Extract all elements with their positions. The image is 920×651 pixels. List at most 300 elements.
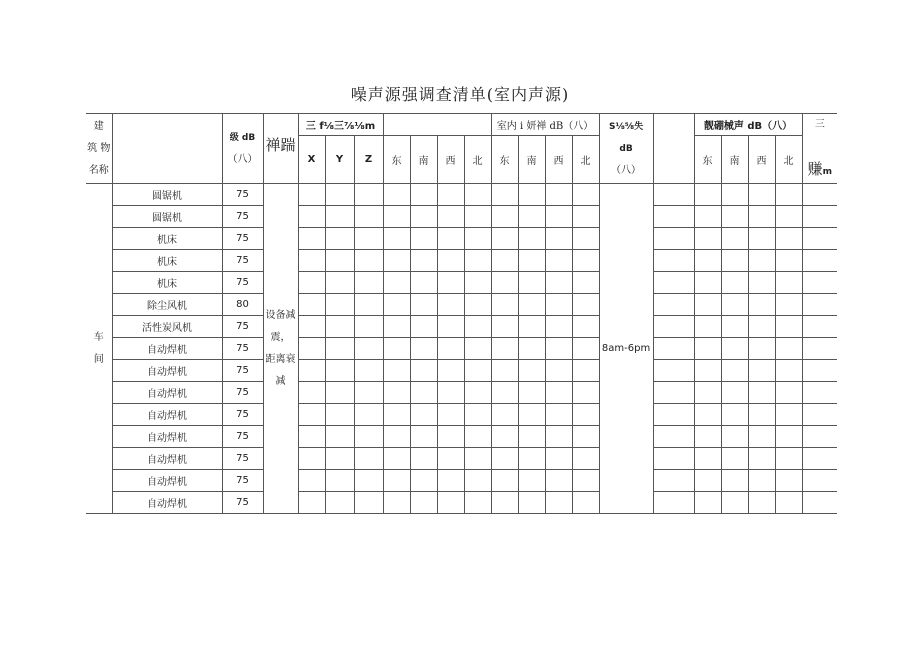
empty-cell: [545, 360, 572, 382]
empty-cell: [518, 206, 545, 228]
empty-cell: [464, 316, 491, 338]
empty-cell: [410, 492, 437, 514]
empty-cell: [298, 338, 325, 360]
page-title: 噪声源强调查清单(室内声源): [350, 85, 570, 104]
empty-cell: [437, 184, 464, 206]
empty-cell: [325, 206, 354, 228]
header-south-1: 南: [410, 136, 437, 184]
empty-cell: [775, 228, 802, 250]
empty-cell: [775, 448, 802, 470]
source-level: 75: [222, 382, 263, 404]
header-runtime: S⅛⅝失 dB （八）: [599, 114, 653, 184]
empty-cell: [464, 492, 491, 514]
table-row: [86, 272, 837, 294]
header-y: Y: [325, 136, 354, 184]
empty-cell: [298, 272, 325, 294]
empty-cell: [802, 316, 837, 338]
empty-cell: [572, 382, 599, 404]
empty-cell: [775, 206, 802, 228]
table-row: [86, 228, 837, 250]
source-name: 除尘风机: [112, 294, 222, 316]
empty-cell: [802, 206, 837, 228]
empty-cell: [694, 338, 721, 360]
source-level: 80: [222, 294, 263, 316]
source-level: 75: [222, 492, 263, 514]
empty-cell: [545, 492, 572, 514]
empty-cell: [410, 272, 437, 294]
empty-cell: [437, 404, 464, 426]
empty-cell: [298, 250, 325, 272]
table-row: [86, 184, 837, 206]
source-name: 活性炭风机: [112, 316, 222, 338]
table-row: [86, 316, 837, 338]
empty-cell: [653, 228, 694, 250]
empty-cell: [491, 206, 518, 228]
empty-cell: [694, 294, 721, 316]
empty-cell: [545, 184, 572, 206]
empty-cell: [491, 272, 518, 294]
empty-cell: [653, 294, 694, 316]
header-measures: 禅踹: [263, 114, 298, 184]
empty-cell: [802, 184, 837, 206]
empty-cell: [464, 426, 491, 448]
empty-cell: [354, 448, 383, 470]
empty-cell: [298, 294, 325, 316]
empty-cell: [802, 404, 837, 426]
empty-cell: [410, 294, 437, 316]
source-name: 自动焊机: [112, 338, 222, 360]
empty-cell: [721, 272, 748, 294]
empty-cell: [354, 250, 383, 272]
empty-cell: [325, 470, 354, 492]
empty-cell: [298, 492, 325, 514]
empty-cell: [748, 228, 775, 250]
empty-cell: [464, 250, 491, 272]
empty-cell: [721, 184, 748, 206]
empty-cell: [545, 316, 572, 338]
empty-cell: [518, 492, 545, 514]
empty-cell: [518, 382, 545, 404]
empty-cell: [518, 228, 545, 250]
empty-cell: [802, 492, 837, 514]
source-name: 机床: [112, 272, 222, 294]
source-level: 75: [222, 316, 263, 338]
empty-cell: [437, 316, 464, 338]
empty-cell: [545, 228, 572, 250]
empty-cell: [775, 404, 802, 426]
empty-cell: [653, 272, 694, 294]
empty-cell: [410, 206, 437, 228]
empty-cell: [694, 272, 721, 294]
empty-cell: [775, 184, 802, 206]
empty-cell: [464, 294, 491, 316]
empty-cell: [653, 404, 694, 426]
empty-cell: [802, 228, 837, 250]
empty-cell: [354, 492, 383, 514]
empty-cell: [437, 272, 464, 294]
empty-cell: [518, 360, 545, 382]
empty-cell: [325, 404, 354, 426]
empty-cell: [572, 316, 599, 338]
empty-cell: [491, 404, 518, 426]
empty-cell: [383, 470, 410, 492]
header-coords-group: 三 f⅛三⅞⅛m: [298, 114, 383, 136]
source-name: 机床: [112, 228, 222, 250]
header-outdoor-group: 靓硼械声 dB（八）: [694, 114, 802, 136]
empty-cell: [464, 360, 491, 382]
empty-cell: [653, 338, 694, 360]
empty-cell: [298, 448, 325, 470]
header-east-1: 东: [383, 136, 410, 184]
empty-cell: [491, 492, 518, 514]
empty-cell: [694, 228, 721, 250]
source-level: 75: [222, 470, 263, 492]
header-building-name: 建 筑 物 名称: [86, 114, 112, 184]
empty-cell: [410, 228, 437, 250]
empty-cell: [464, 228, 491, 250]
source-level: 75: [222, 360, 263, 382]
empty-cell: [437, 228, 464, 250]
header-north-2: 北: [572, 136, 599, 184]
empty-cell: [694, 184, 721, 206]
empty-cell: [694, 492, 721, 514]
empty-cell: [721, 448, 748, 470]
empty-cell: [491, 448, 518, 470]
empty-cell: [518, 316, 545, 338]
header-z: Z: [354, 136, 383, 184]
empty-cell: [694, 404, 721, 426]
empty-cell: [354, 382, 383, 404]
empty-cell: [653, 360, 694, 382]
header-south-3: 南: [721, 136, 748, 184]
empty-cell: [545, 338, 572, 360]
empty-cell: [298, 316, 325, 338]
empty-cell: [572, 360, 599, 382]
empty-cell: [572, 250, 599, 272]
header-x: X: [298, 136, 325, 184]
empty-cell: [775, 338, 802, 360]
table-row: [86, 492, 837, 514]
source-level: 75: [222, 272, 263, 294]
header-south-2: 南: [518, 136, 545, 184]
empty-cell: [354, 338, 383, 360]
source-name: 机床: [112, 250, 222, 272]
empty-cell: [572, 426, 599, 448]
empty-cell: [518, 272, 545, 294]
empty-cell: [802, 448, 837, 470]
empty-cell: [748, 382, 775, 404]
empty-cell: [491, 382, 518, 404]
empty-cell: [721, 294, 748, 316]
empty-cell: [383, 360, 410, 382]
empty-cell: [354, 228, 383, 250]
empty-cell: [518, 426, 545, 448]
empty-cell: [775, 470, 802, 492]
empty-cell: [383, 184, 410, 206]
empty-cell: [572, 492, 599, 514]
table-row: [86, 426, 837, 448]
empty-cell: [464, 448, 491, 470]
empty-cell: [802, 338, 837, 360]
empty-cell: [410, 316, 437, 338]
header-last-col: 三 赚m: [802, 114, 837, 184]
table-row: [86, 338, 837, 360]
empty-cell: [491, 426, 518, 448]
table-row: [86, 294, 837, 316]
empty-cell: [354, 360, 383, 382]
empty-cell: [410, 448, 437, 470]
empty-cell: [721, 404, 748, 426]
empty-cell: [383, 448, 410, 470]
source-name: 自动焊机: [112, 448, 222, 470]
header-indoor-group: 室内 i 妍禅 dB（八）: [491, 114, 599, 136]
empty-cell: [721, 470, 748, 492]
empty-cell: [748, 492, 775, 514]
empty-cell: [721, 492, 748, 514]
empty-cell: [383, 338, 410, 360]
empty-cell: [383, 492, 410, 514]
empty-cell: [437, 448, 464, 470]
empty-cell: [572, 294, 599, 316]
empty-cell: [775, 316, 802, 338]
empty-cell: [775, 492, 802, 514]
empty-cell: [653, 448, 694, 470]
source-level: 75: [222, 338, 263, 360]
empty-cell: [518, 404, 545, 426]
empty-cell: [775, 360, 802, 382]
empty-cell: [354, 404, 383, 426]
empty-cell: [298, 382, 325, 404]
empty-cell: [325, 360, 354, 382]
source-level: 75: [222, 184, 263, 206]
empty-cell: [491, 316, 518, 338]
empty-cell: [653, 250, 694, 272]
empty-cell: [383, 404, 410, 426]
empty-cell: [748, 316, 775, 338]
empty-cell: [694, 250, 721, 272]
empty-cell: [354, 426, 383, 448]
empty-cell: [775, 382, 802, 404]
empty-cell: [437, 382, 464, 404]
table-row: [86, 250, 837, 272]
empty-cell: [437, 206, 464, 228]
empty-cell: [775, 294, 802, 316]
empty-cell: [653, 470, 694, 492]
header-blank-group: [383, 114, 491, 136]
empty-cell: [721, 382, 748, 404]
empty-cell: [572, 206, 599, 228]
empty-cell: [325, 184, 354, 206]
table-row: [86, 448, 837, 470]
empty-cell: [721, 426, 748, 448]
empty-cell: [653, 206, 694, 228]
empty-cell: [354, 184, 383, 206]
empty-cell: [572, 184, 599, 206]
empty-cell: [491, 294, 518, 316]
runtime-cell: 8am-6pm: [599, 184, 653, 514]
workshop-cell: 车 间: [86, 184, 112, 514]
header-east-3: 东: [694, 136, 721, 184]
empty-cell: [748, 426, 775, 448]
empty-cell: [572, 470, 599, 492]
empty-cell: [721, 316, 748, 338]
empty-cell: [545, 404, 572, 426]
empty-cell: [410, 382, 437, 404]
empty-cell: [325, 316, 354, 338]
empty-cell: [545, 272, 572, 294]
empty-cell: [802, 294, 837, 316]
header-west-3: 西: [748, 136, 775, 184]
empty-cell: [437, 294, 464, 316]
empty-cell: [653, 382, 694, 404]
empty-cell: [694, 470, 721, 492]
empty-cell: [491, 250, 518, 272]
empty-cell: [491, 184, 518, 206]
empty-cell: [518, 294, 545, 316]
empty-cell: [325, 448, 354, 470]
source-level: 75: [222, 404, 263, 426]
empty-cell: [572, 338, 599, 360]
empty-cell: [572, 404, 599, 426]
empty-cell: [325, 228, 354, 250]
empty-cell: [410, 470, 437, 492]
empty-cell: [383, 206, 410, 228]
source-name: 自动焊机: [112, 382, 222, 404]
empty-cell: [748, 206, 775, 228]
table-row: [86, 470, 837, 492]
empty-cell: [464, 470, 491, 492]
empty-cell: [748, 404, 775, 426]
empty-cell: [694, 382, 721, 404]
empty-cell: [410, 250, 437, 272]
empty-cell: [721, 228, 748, 250]
empty-cell: [437, 426, 464, 448]
empty-cell: [491, 228, 518, 250]
empty-cell: [491, 470, 518, 492]
source-name: 圆锯机: [112, 184, 222, 206]
noise-source-table: [86, 113, 837, 514]
empty-cell: [437, 338, 464, 360]
empty-cell: [545, 448, 572, 470]
empty-cell: [383, 294, 410, 316]
empty-cell: [464, 382, 491, 404]
empty-cell: [572, 272, 599, 294]
empty-cell: [325, 382, 354, 404]
table-row: [86, 404, 837, 426]
empty-cell: [410, 360, 437, 382]
empty-cell: [354, 470, 383, 492]
empty-cell: [653, 184, 694, 206]
empty-cell: [464, 184, 491, 206]
empty-cell: [653, 492, 694, 514]
source-name: 自动焊机: [112, 470, 222, 492]
empty-cell: [694, 316, 721, 338]
source-level: 75: [222, 426, 263, 448]
empty-cell: [545, 250, 572, 272]
empty-cell: [491, 360, 518, 382]
empty-cell: [464, 404, 491, 426]
empty-cell: [694, 448, 721, 470]
header-north-3: 北: [775, 136, 802, 184]
empty-cell: [802, 426, 837, 448]
header-east-2: 东: [491, 136, 518, 184]
empty-cell: [545, 206, 572, 228]
empty-cell: [802, 272, 837, 294]
table-row: [86, 382, 837, 404]
empty-cell: [298, 228, 325, 250]
table-row: [86, 360, 837, 382]
header-level: 级 dB （八）: [222, 114, 263, 184]
empty-cell: [653, 316, 694, 338]
empty-cell: [383, 316, 410, 338]
empty-cell: [383, 228, 410, 250]
empty-cell: [325, 338, 354, 360]
source-name: 自动焊机: [112, 360, 222, 382]
empty-cell: [775, 426, 802, 448]
empty-cell: [748, 470, 775, 492]
empty-cell: [325, 250, 354, 272]
empty-cell: [410, 184, 437, 206]
empty-cell: [802, 382, 837, 404]
measures-cell: 设备减 震， 距离衰 减: [263, 184, 298, 514]
empty-cell: [748, 272, 775, 294]
source-level: 75: [222, 448, 263, 470]
empty-cell: [721, 360, 748, 382]
empty-cell: [298, 360, 325, 382]
empty-cell: [298, 206, 325, 228]
empty-cell: [572, 448, 599, 470]
empty-cell: [748, 338, 775, 360]
empty-cell: [694, 426, 721, 448]
empty-cell: [464, 338, 491, 360]
empty-cell: [748, 448, 775, 470]
empty-cell: [354, 294, 383, 316]
empty-cell: [721, 206, 748, 228]
empty-cell: [298, 404, 325, 426]
empty-cell: [325, 272, 354, 294]
empty-cell: [298, 426, 325, 448]
empty-cell: [802, 250, 837, 272]
empty-cell: [383, 426, 410, 448]
empty-cell: [518, 338, 545, 360]
empty-cell: [775, 250, 802, 272]
source-level: 75: [222, 250, 263, 272]
empty-cell: [410, 338, 437, 360]
empty-cell: [298, 184, 325, 206]
empty-cell: [694, 360, 721, 382]
empty-cell: [437, 492, 464, 514]
empty-cell: [721, 338, 748, 360]
source-name: 自动焊机: [112, 492, 222, 514]
empty-cell: [437, 250, 464, 272]
empty-cell: [354, 316, 383, 338]
source-level: 75: [222, 228, 263, 250]
empty-cell: [694, 206, 721, 228]
empty-cell: [545, 470, 572, 492]
empty-cell: [653, 426, 694, 448]
empty-cell: [802, 360, 837, 382]
header-north-1: 北: [464, 136, 491, 184]
empty-cell: [518, 448, 545, 470]
empty-cell: [748, 250, 775, 272]
empty-cell: [383, 272, 410, 294]
empty-cell: [325, 492, 354, 514]
empty-cell: [354, 272, 383, 294]
empty-cell: [325, 294, 354, 316]
source-name: 自动焊机: [112, 426, 222, 448]
header-source-name: [112, 114, 222, 184]
empty-cell: [748, 184, 775, 206]
